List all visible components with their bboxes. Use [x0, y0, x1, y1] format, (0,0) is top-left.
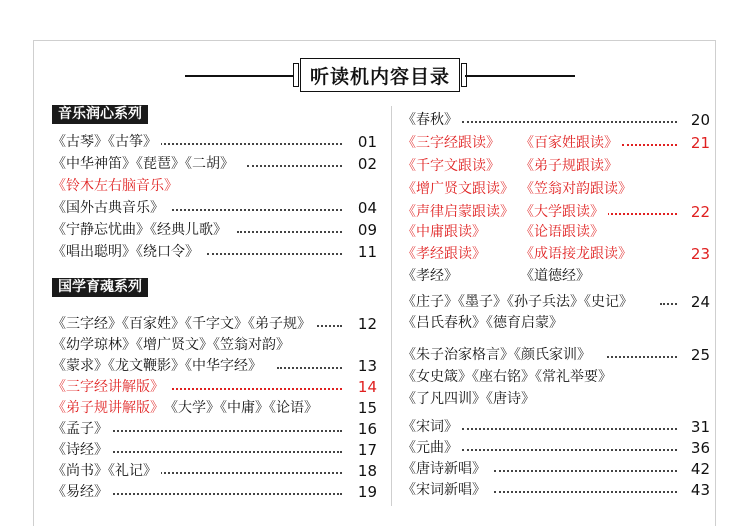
toc-row: [52, 198, 377, 218]
column-divider: [391, 106, 392, 506]
toc-entry-text-highlight: 《弟子规讲解版》: [52, 398, 168, 418]
leader-dots: [607, 213, 677, 215]
toc-entry-text: 《易经》: [52, 482, 112, 502]
toc-page-number: 16: [349, 419, 377, 439]
toc-entry-text: 《增广贤文跟读》: [402, 179, 518, 199]
toc-row: [52, 220, 377, 240]
toc-entry-text: 《朱子治家格言》《颜氏家训》: [402, 345, 595, 365]
toc-row: [52, 356, 377, 376]
toc-entry-text: 《百家姓跟读》: [520, 133, 622, 153]
toc-page-number: 43: [682, 480, 710, 500]
toc-entry-text: 《孝经跟读》: [402, 244, 490, 264]
toc-entry-text: 《国外古典音乐》: [52, 198, 168, 218]
toc-entry-text: 《春秋》: [402, 110, 462, 130]
toc-row: [402, 110, 712, 130]
toc-row: [402, 133, 712, 153]
leader-dots: [494, 491, 677, 493]
leader-dots: [607, 356, 677, 358]
toc-entry-text: 《唐诗新唱》: [402, 459, 490, 479]
title-box: [300, 58, 460, 92]
toc-entry-text: 《三字经跟读》: [402, 133, 504, 153]
toc-entry-text: 《宁静忘忧曲》《经典儿歌》: [52, 220, 231, 240]
leader-dots: [172, 209, 342, 211]
toc-page-number: 24: [682, 292, 710, 312]
toc-row: [402, 244, 712, 264]
leader-dots: [207, 253, 342, 255]
toc-entry-text: 《蒙求》《龙文鞭影》《中华字经》: [52, 356, 266, 376]
toc-page-number: 20: [682, 110, 710, 130]
toc-row: [52, 377, 377, 397]
toc-entry-text: 《三字经》《百家姓》《千字文》《弟子规》: [52, 314, 315, 334]
toc-row: [52, 482, 377, 502]
toc-page-number: 04: [349, 198, 377, 218]
toc-entry-text: 《庄子》《墨子》《孙子兵法》《史记》: [402, 292, 637, 312]
toc-row: [402, 222, 712, 242]
toc-page-number: 09: [349, 220, 377, 240]
toc-row: [52, 132, 377, 152]
toc-entry-text: 《三字经讲解版》: [52, 377, 168, 397]
leader-dots: [237, 231, 342, 233]
toc-entry-text: 《中华神笛》《琵琶》《二胡》: [52, 154, 238, 174]
toc-entry-text: 《宋词新唱》: [402, 480, 490, 500]
leader-dots: [172, 388, 342, 390]
leader-dots: [102, 493, 342, 495]
page-title: 听读机内容目录: [309, 65, 450, 88]
title-rule-right: [465, 75, 575, 77]
toc-entry-text: 《道德经》: [520, 266, 594, 286]
toc-row: [52, 461, 377, 481]
toc-page-number: 19: [349, 482, 377, 502]
toc-row: [402, 417, 712, 437]
toc-page-number: 01: [349, 132, 377, 152]
toc-page-number: 13: [349, 356, 377, 376]
toc-page-number: 12: [349, 314, 377, 334]
toc-row: [402, 313, 712, 333]
toc-page-number: 15: [349, 398, 377, 418]
toc-row: [402, 367, 712, 387]
toc-entry-text: 《铃木左右脑音乐》: [52, 176, 182, 196]
toc-entry-text: 《笠翁对韵跟读》: [520, 179, 636, 199]
section-header-music: 音乐润心系列: [52, 105, 148, 124]
toc-entry-text: 《孟子》: [52, 419, 112, 439]
toc-row: [402, 389, 712, 409]
toc-page-number: 31: [682, 417, 710, 437]
toc-entry-text: 《元曲》: [402, 438, 462, 458]
toc-entry-text: 《论语跟读》: [520, 222, 608, 242]
toc-page-number: 22: [682, 202, 710, 222]
toc-page-number: 25: [682, 345, 710, 365]
toc-entry-text: 《宋词》: [402, 417, 462, 437]
toc-row: [52, 335, 377, 355]
toc-row: [52, 154, 377, 174]
leader-dots: [247, 165, 342, 167]
toc-row: [402, 345, 712, 365]
toc-row: [402, 480, 712, 500]
toc-page-number: 17: [349, 440, 377, 460]
toc-row: [402, 179, 712, 199]
leader-dots: [102, 451, 342, 453]
toc-entry-text: 《了凡四训》《唐诗》: [402, 389, 539, 409]
toc-row: [402, 266, 712, 286]
toc-entry-text: 《声律启蒙跟读》: [402, 202, 518, 222]
toc-page-number: 21: [682, 133, 710, 153]
toc-page-number: 11: [349, 242, 377, 262]
toc-row: [402, 156, 712, 176]
toc-page-number: 23: [682, 244, 710, 264]
toc-page-number: 18: [349, 461, 377, 481]
toc-row: [52, 176, 377, 196]
title-banner: [0, 56, 750, 96]
toc-entry-text: 《女史箴》《座右铭》《常礼举要》: [402, 367, 616, 387]
leader-dots: [660, 303, 677, 305]
toc-entry-text: 《幼学琼林》《增广贤文》《笠翁对韵》: [52, 335, 294, 355]
toc-page-number: 42: [682, 459, 710, 479]
toc-entry-text: 《大学》《中庸》《论语》: [164, 398, 322, 418]
toc-row: [402, 202, 712, 222]
leader-dots: [462, 428, 677, 430]
toc-entry-text: 《成语接龙跟读》: [520, 244, 636, 264]
toc-row: [52, 314, 377, 334]
toc-row: [52, 242, 377, 262]
toc-row: [402, 459, 712, 479]
leader-dots: [277, 367, 342, 369]
toc-entry-text: 《千字文跟读》: [402, 156, 504, 176]
toc-entry-text: 《唱出聪明》《绕口令》: [52, 242, 203, 262]
leader-dots: [462, 121, 677, 123]
leader-dots: [494, 470, 677, 472]
toc-entry-text: 《古琴》《古筝》: [52, 132, 161, 152]
toc-entry-text: 《吕氏春秋》《德育启蒙》: [402, 313, 567, 333]
toc-row: [52, 398, 377, 418]
toc-entry-text: 《中庸跟读》: [402, 222, 490, 242]
toc-page-number: 02: [349, 154, 377, 174]
toc-page-number: 14: [349, 377, 377, 397]
toc-row: [402, 292, 712, 312]
toc-entry-text: 《尚书》《礼记》: [52, 461, 161, 481]
title-rule-left: [185, 75, 295, 77]
section-header-guoxue: 国学育魂系列: [52, 278, 148, 297]
toc-entry-text: 《大学跟读》: [520, 202, 608, 222]
leader-dots: [622, 144, 677, 146]
toc-row: [52, 419, 377, 439]
toc-row: [402, 438, 712, 458]
toc-page-number: 36: [682, 438, 710, 458]
leader-dots: [152, 472, 342, 474]
toc-entry-text: 《诗经》: [52, 440, 112, 460]
toc-entry-text: 《孝经》: [402, 266, 462, 286]
toc-row: [52, 440, 377, 460]
leader-dots: [102, 430, 342, 432]
toc-entry-text: 《弟子规跟读》: [520, 156, 622, 176]
leader-dots: [157, 143, 342, 145]
leader-dots: [462, 449, 677, 451]
